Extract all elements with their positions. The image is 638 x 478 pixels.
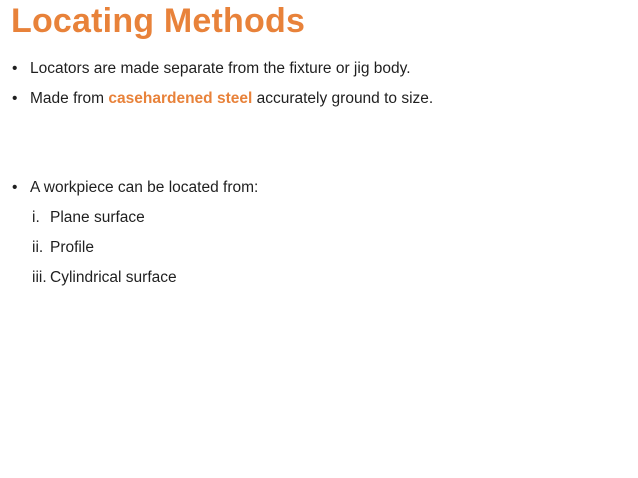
slide-title: Locating Methods [11,2,306,40]
highlighted-term: casehardened steel [108,90,253,107]
sub-item-number: ii. [32,239,44,256]
sub-item-2 [32,238,94,258]
sub-item-number: i. [32,209,40,226]
bullet-text-pre: Made from [30,90,109,107]
bullet-icon: • [12,90,18,107]
sub-item-text: Plane surface [50,209,145,226]
bullet-item-2 [12,89,433,109]
sub-item-text: Cylindrical surface [50,269,177,286]
bullet-icon: • [12,60,18,77]
bullet-item-3 [12,178,258,198]
bullet-text: Locators are made separate from the fixture or jig body. [30,60,411,77]
sub-item-3 [32,268,177,288]
bullet-text: A workpiece can be located from: [30,179,259,196]
sub-item-1 [32,208,145,228]
bullet-item-1 [12,59,411,79]
bullet-text-post: accurately ground to size. [252,90,434,107]
bullet-icon: • [12,179,18,196]
sub-item-text: Profile [50,239,94,256]
sub-item-number: iii. [32,269,47,286]
